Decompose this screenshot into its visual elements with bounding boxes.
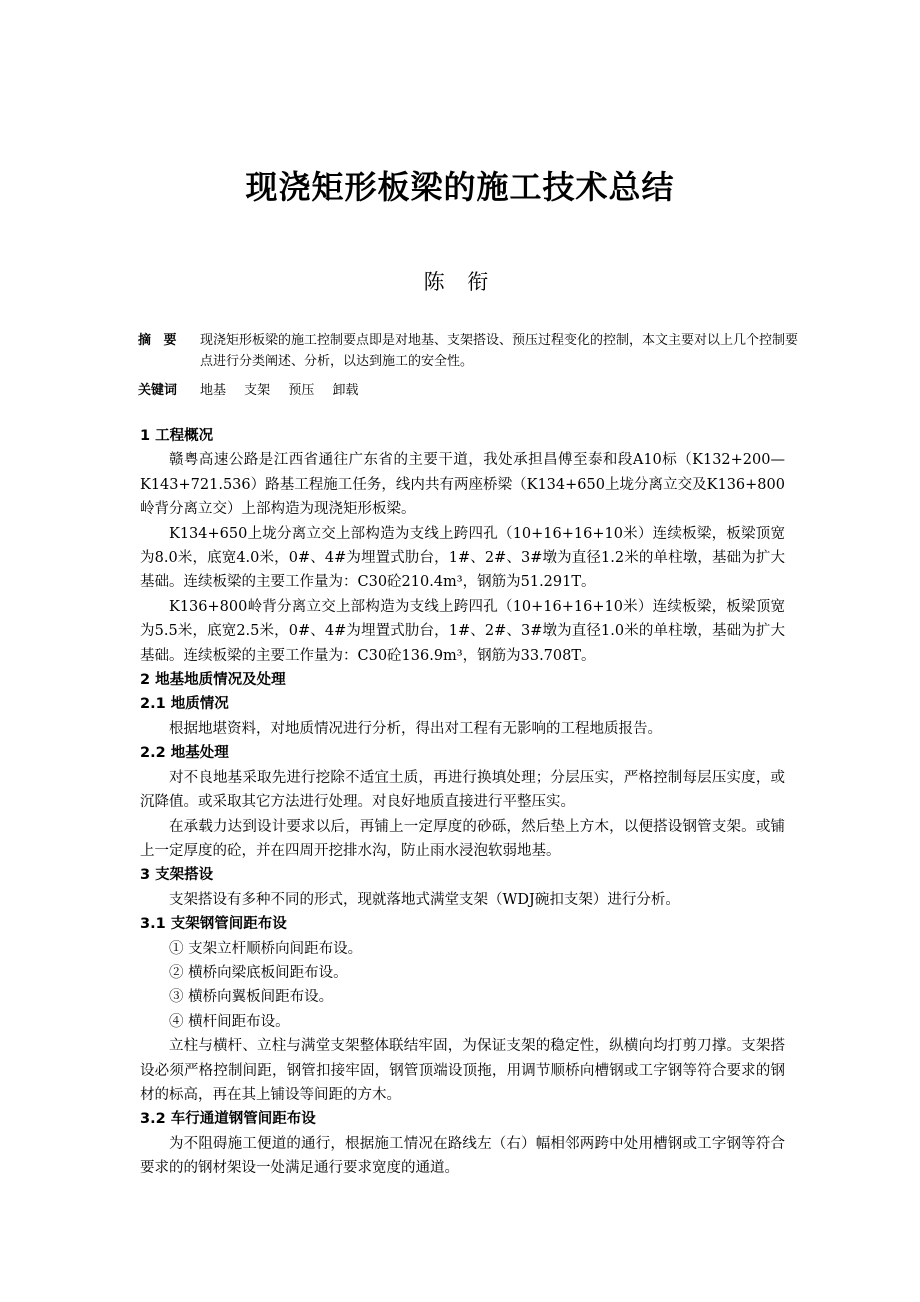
keywords-row — [138, 380, 798, 401]
list-item: ① 支架立杆顺桥向间距布设。 — [169, 940, 363, 957]
keyword-item: 地基 — [200, 383, 227, 398]
list-item: ② 横桥向梁底板间距布设。 — [169, 964, 348, 981]
keywords-list — [200, 380, 372, 401]
keywords-label: 关键词 — [138, 383, 178, 398]
document-title: 现浇矩形板梁的施工技术总结 — [245, 168, 675, 206]
list-item: ④ 横杆间距布设。 — [169, 1013, 290, 1030]
abstract-label: 摘 要 — [138, 333, 181, 348]
keyword-item: 预压 — [288, 383, 315, 398]
section-heading: 3 支架搭设 — [140, 867, 214, 884]
paragraph: 立柱与横杆、立柱与满堂支架整体联结牢固，为保证支架的稳定性，纵横向均打剪刀撑。支架搭设必须严格控制间距，钢管扣接牢固，钢管顶端设顶拖，用调节顺桥向槽钢或工字钢等符合要求的钢材的标高，再在其上铺设等间距的方木。 — [140, 1038, 785, 1103]
abstract-row — [138, 330, 798, 372]
paragraph: K136+800岭背分离立交上部构造为支线上跨四孔（10+16+16+10米）连续板梁，板梁顶宽为5.5米，底宽2.5米，0#、4#为埋置式肋台，1#、2#、3#墩为直径1.0米的单柱墩，基础为扩大基础。连续板梁的主要工作量为：C30砼136.9m³，钢筋为33.708T。 — [140, 598, 785, 664]
author-name: 陈 衔 — [423, 270, 497, 294]
section-heading: 1 工程概况 — [140, 428, 214, 444]
subsection-heading: 2.2 地基处理 — [140, 745, 229, 762]
document-body — [140, 424, 785, 1181]
paragraph: 赣粤高速公路是江西省通往广东省的主要干道，我处承担昌傅至泰和段A10标（K132+200—K143+721.536）路基工程施工任务，线内共有两座桥梁（K134+650上垅分离立交及K136+800岭背分离立交）上部构造为现浇矩形板梁。 — [140, 452, 785, 518]
subsection-heading: 3.1 支架钢管间距布设 — [140, 916, 287, 933]
subsection-heading: 3.2 车行通道钢管间距布设 — [140, 1111, 316, 1128]
list-item: ③ 横桥向翼板间距布设。 — [169, 989, 334, 1006]
abstract-block — [138, 330, 798, 401]
keyword-item: 卸载 — [332, 383, 359, 398]
paragraph: 对不良地基采取先进行挖除不适宜土质，再进行换填处理；分层压实，严格控制每层压实度，或沉降值。或采取其它方法进行处理。对良好地质直接进行平整压实。 — [140, 769, 785, 811]
paragraph: 根据地堪资料，对地质情况进行分析，得出对工程有无影响的工程地质报告。 — [169, 720, 662, 737]
section-heading: 2 地基地质情况及处理 — [140, 672, 286, 689]
keyword-item: 支架 — [244, 383, 271, 398]
paragraph: 支架搭设有多种不同的形式，现就落地式满堂支架（WDJ碗扣支架）进行分析。 — [169, 891, 680, 908]
paragraph: 为不阻碍施工便道的通行，根据施工情况在路线左（右）幅相邻两跨中处用槽钢或工字钢等符合要求的的钢材架设一处满足通行要求宽度的通道。 — [140, 1135, 785, 1177]
paragraph: K134+650上垅分离立交上部构造为支线上跨四孔（10+16+16+10米）连续板梁，板梁顶宽为8.0米，底宽4.0米，0#、4#为埋置式肋台，1#、2#、3#墩为直径1.2米的单柱墩，基础为扩大基础。连续板梁的主要工作量为：C30砼210.4m³，钢筋为51.291T。 — [140, 525, 785, 591]
abstract-text: 现浇矩形板梁的施工控制要点即是对地基、支架搭设、预压过程变化的控制，本文主要对以上几个控制要点进行分类阐述、分析，以达到施工的安全性。 — [200, 333, 799, 369]
paragraph: 在承载力达到设计要求以后，再铺上一定厚度的砂砾，然后垫上方木，以便搭设钢管支架。或铺上一定厚度的砼，并在四周开挖排水沟，防止雨水浸泡软弱地基。 — [140, 818, 785, 859]
subsection-heading: 2.1 地质情况 — [140, 696, 229, 713]
